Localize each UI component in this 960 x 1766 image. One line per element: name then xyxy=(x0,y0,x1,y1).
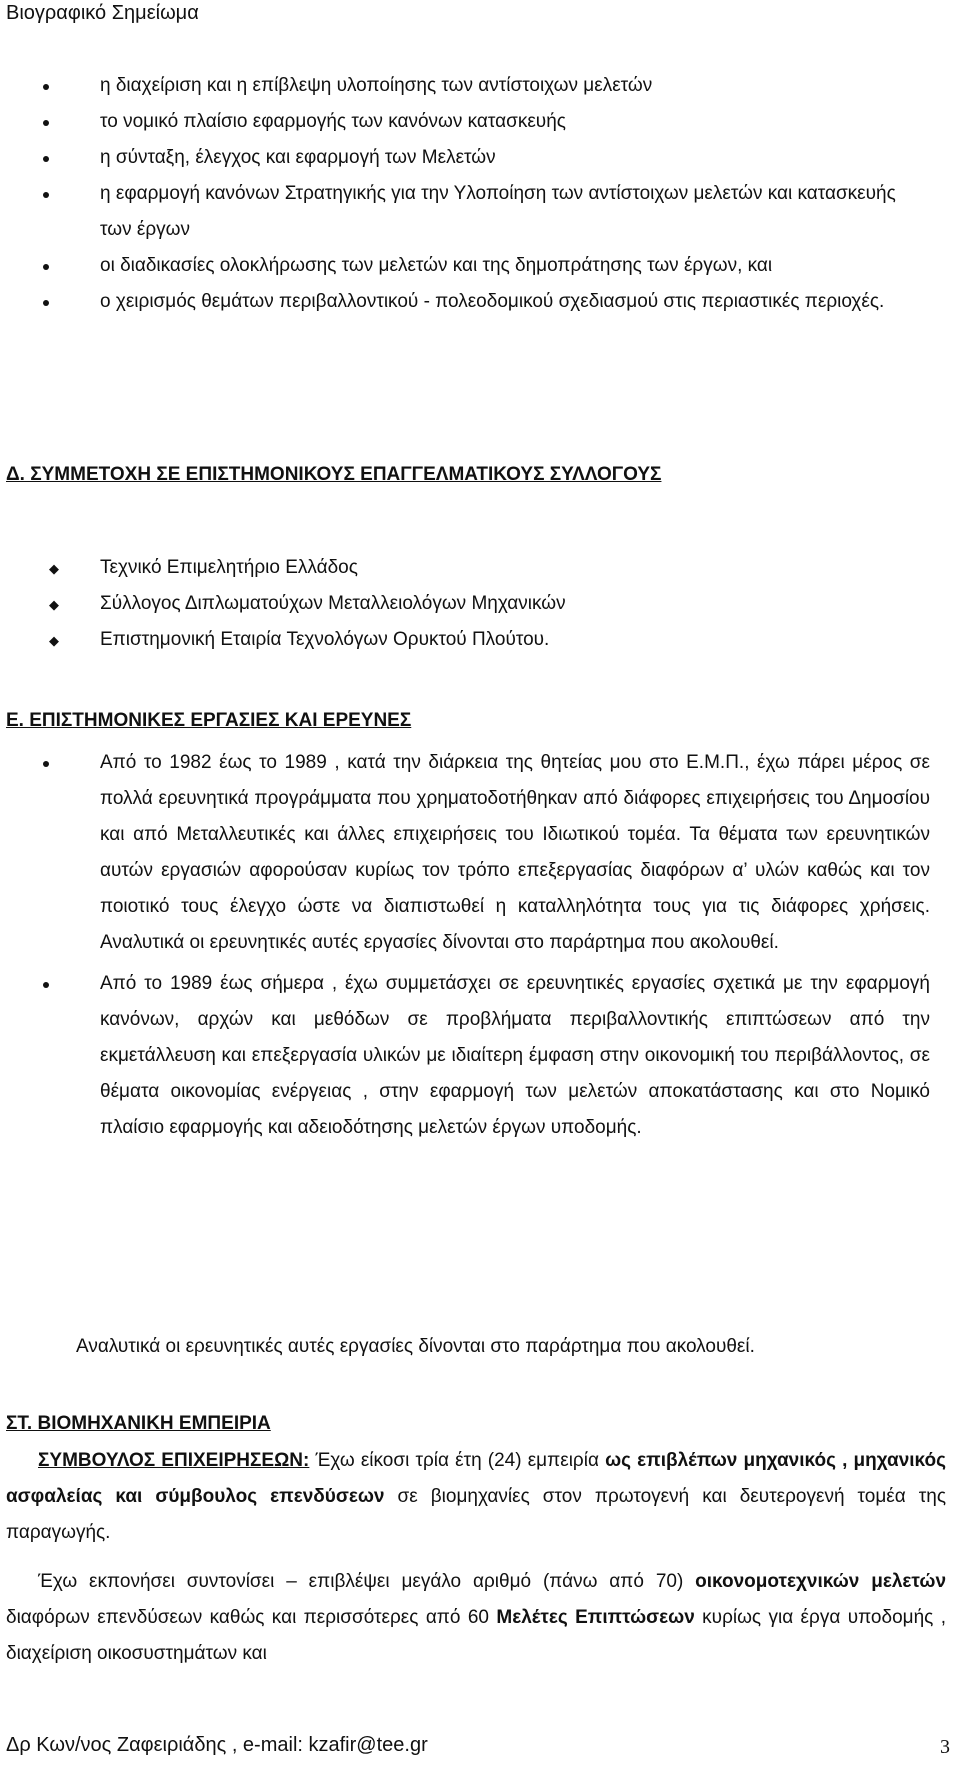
list-item-text: οι διαδικασίες ολοκλήρωσης των μελετών και της δημοπράτησης των έργων, και xyxy=(100,255,773,276)
list-item-text: Από το 1982 έως το 1989 , κατά την διάρκεια της θητείας μου στο Ε.Μ.Π., έχω πάρει μέρος σε πολλά ερευνητικά προγράμματα που χρηματοδοτήθηκαν από διάφορες επιχειρήσεις του Δημοσίου και από Μεταλλευτικές και άλλες επιχειρήσεις του Ιδιωτικού τομέα. Τα θέματα των ερευνητικών αυτών εργασιών αφορούσαν κυρίως τον τρόπο επεξεργασίας διαφόρων α’ υλών καθώς και τον ποιοτικό τους έλεγχο ώστε να διαπιστωθεί η καταλληλότητα τους για τις διάφορες χρήσεις. Αναλυτικά οι ερευνητικές αυτές εργασίες δίνονται στο παράρτημα που ακολουθεί. xyxy=(100,752,930,953)
bullet-dot-icon xyxy=(43,84,49,90)
industrial-paragraph-2 xyxy=(6,1564,946,1672)
research-list xyxy=(0,745,960,1146)
list-item xyxy=(0,140,960,176)
section-e-heading: Ε. ΕΠΙΣΤΗΜΟΝΙΚΕΣ ΕΡΓΑΣΙΕΣ ΚΑΙ ΕΡΕΥΝΕΣ xyxy=(6,710,412,731)
associations-list xyxy=(0,550,960,658)
list-item xyxy=(0,550,960,586)
footer-author: Δρ Κων/νος Ζαφειριάδης , e-mail: kzafir@tee.gr xyxy=(6,1734,428,1756)
list-item xyxy=(0,68,960,104)
bullet-dot-icon xyxy=(43,761,49,767)
list-item-text: το νομικό πλαίσιο εφαρμογής των κανόνων κατασκευής xyxy=(100,111,566,132)
page-header-title: Βιογραφικό Σημείωμα xyxy=(6,2,199,24)
industrial-paragraph-1 xyxy=(6,1443,946,1551)
paragraph-bold-text: οικονομοτεχνικών μελετών xyxy=(695,1571,947,1592)
page-number: 3 xyxy=(940,1736,950,1758)
list-item-text: η σύνταξη, έλεγχος και εφαρμογή των Μελετών xyxy=(100,147,496,168)
diamond-bullet-icon: ◆ xyxy=(49,633,59,648)
section-st-heading: ΣΤ. ΒΙΟΜΗΧΑΝΙΚΗ ΕΜΠΕΙΡΙΑ xyxy=(6,1413,271,1434)
paragraph-text: Έχω είκοσι τρία έτη (24) εμπειρία xyxy=(309,1450,606,1471)
list-item-text: ο χειρισμός θεμάτων περιβαλλοντικού - πολεοδομικού σχεδιασμού στις περιαστικές περιοχές. xyxy=(100,291,885,312)
paragraph-bold-text: ως επιβλέπων μηχανικός , μηχανικός ασφαλείας και σύμβουλος επενδύσεων xyxy=(6,1450,946,1507)
responsibilities-list xyxy=(0,68,960,320)
list-item xyxy=(0,176,960,248)
bullet-dot-icon xyxy=(43,120,49,126)
bullet-dot-icon xyxy=(43,300,49,306)
list-item-text: Τεχνικό Επιμελητήριο Ελλάδος xyxy=(100,557,358,578)
list-item xyxy=(0,622,960,658)
list-item xyxy=(0,586,960,622)
list-item xyxy=(0,284,960,320)
list-item xyxy=(0,745,960,961)
list-item-text: Από το 1989 έως σήμερα , έχω συμμετάσχει σε ερευνητικές εργασίες σχετικά με την εφαρμογή κανόνων, αρχών και μεθόδων σε προβλήματα περιβαλλοντικής επιπτώσεων από την εκμετάλλευση και επεξεργασία υλικών με ιδιαίτερη έμφαση στην οικονομική του περιβάλλοντος, σε θέματα οικονομίας ενέργειας , στην εφαρμογή των μελετών αποκατάστασης και στο Νομικό πλαίσιο εφαρμογής και αδειοδότησης μελετών έργων υποδομής. xyxy=(100,973,930,1138)
list-item-text: η εφαρμογή κανόνων Στρατηγικής για την Υλοποίηση των αντίστοιχων μελετών και κατασκευής των έργων xyxy=(100,183,896,240)
list-item-text: η διαχείριση και η επίβλεψη υλοποίησης των αντίστοιχων μελετών xyxy=(100,75,653,96)
list-item-text: Σύλλογος Διπλωματούχων Μεταλλειολόγων Μηχανικών xyxy=(100,593,566,614)
list-item xyxy=(0,966,960,1146)
bullet-dot-icon xyxy=(43,192,49,198)
bullet-dot-icon xyxy=(43,982,49,988)
paragraph-text: κυρίως για έργα υποδομής , διαχείριση οικοσυστημάτων και xyxy=(6,1607,946,1664)
paragraph-text: διαφόρων επενδύσεων καθώς και περισσότερες από 60 xyxy=(6,1607,497,1628)
bullet-dot-icon xyxy=(43,264,49,270)
diamond-bullet-icon: ◆ xyxy=(49,561,59,576)
list-item-text: Επιστημονική Εταιρία Τεχνολόγων Ορυκτού Πλούτου. xyxy=(100,629,550,650)
diamond-bullet-icon: ◆ xyxy=(49,597,59,612)
list-item xyxy=(0,248,960,284)
bullet-dot-icon xyxy=(43,156,49,162)
consultant-label: ΣΥΜΒΟΥΛΟΣ ΕΠΙΧΕΙΡΗΣΕΩΝ: xyxy=(38,1450,310,1471)
paragraph-text: σε βιομηχανίες στον πρωτογενή και δευτερογενή τομέα της παραγωγής. xyxy=(6,1486,946,1543)
paragraph-text: Έχω εκπονήσει συντονίσει – επιβλέψει μεγάλο αριθμό (πάνω από 70) xyxy=(38,1571,696,1592)
research-closing-text: Αναλυτικά οι ερευνητικές αυτές εργασίες δίνονται στο παράρτημα που ακολουθεί. xyxy=(76,1336,755,1357)
section-d-heading: Δ. ΣΥΜΜΕΤΟΧΗ ΣΕ ΕΠΙΣΤΗΜΟΝΙΚΟΥΣ ΕΠΑΓΓΕΛΜΑΤΙΚΟΥΣ ΣΥΛΛΟΓΟΥΣ xyxy=(6,464,662,485)
list-item xyxy=(0,104,960,140)
paragraph-bold-text: Μελέτες Επιπτώσεων xyxy=(496,1607,695,1628)
